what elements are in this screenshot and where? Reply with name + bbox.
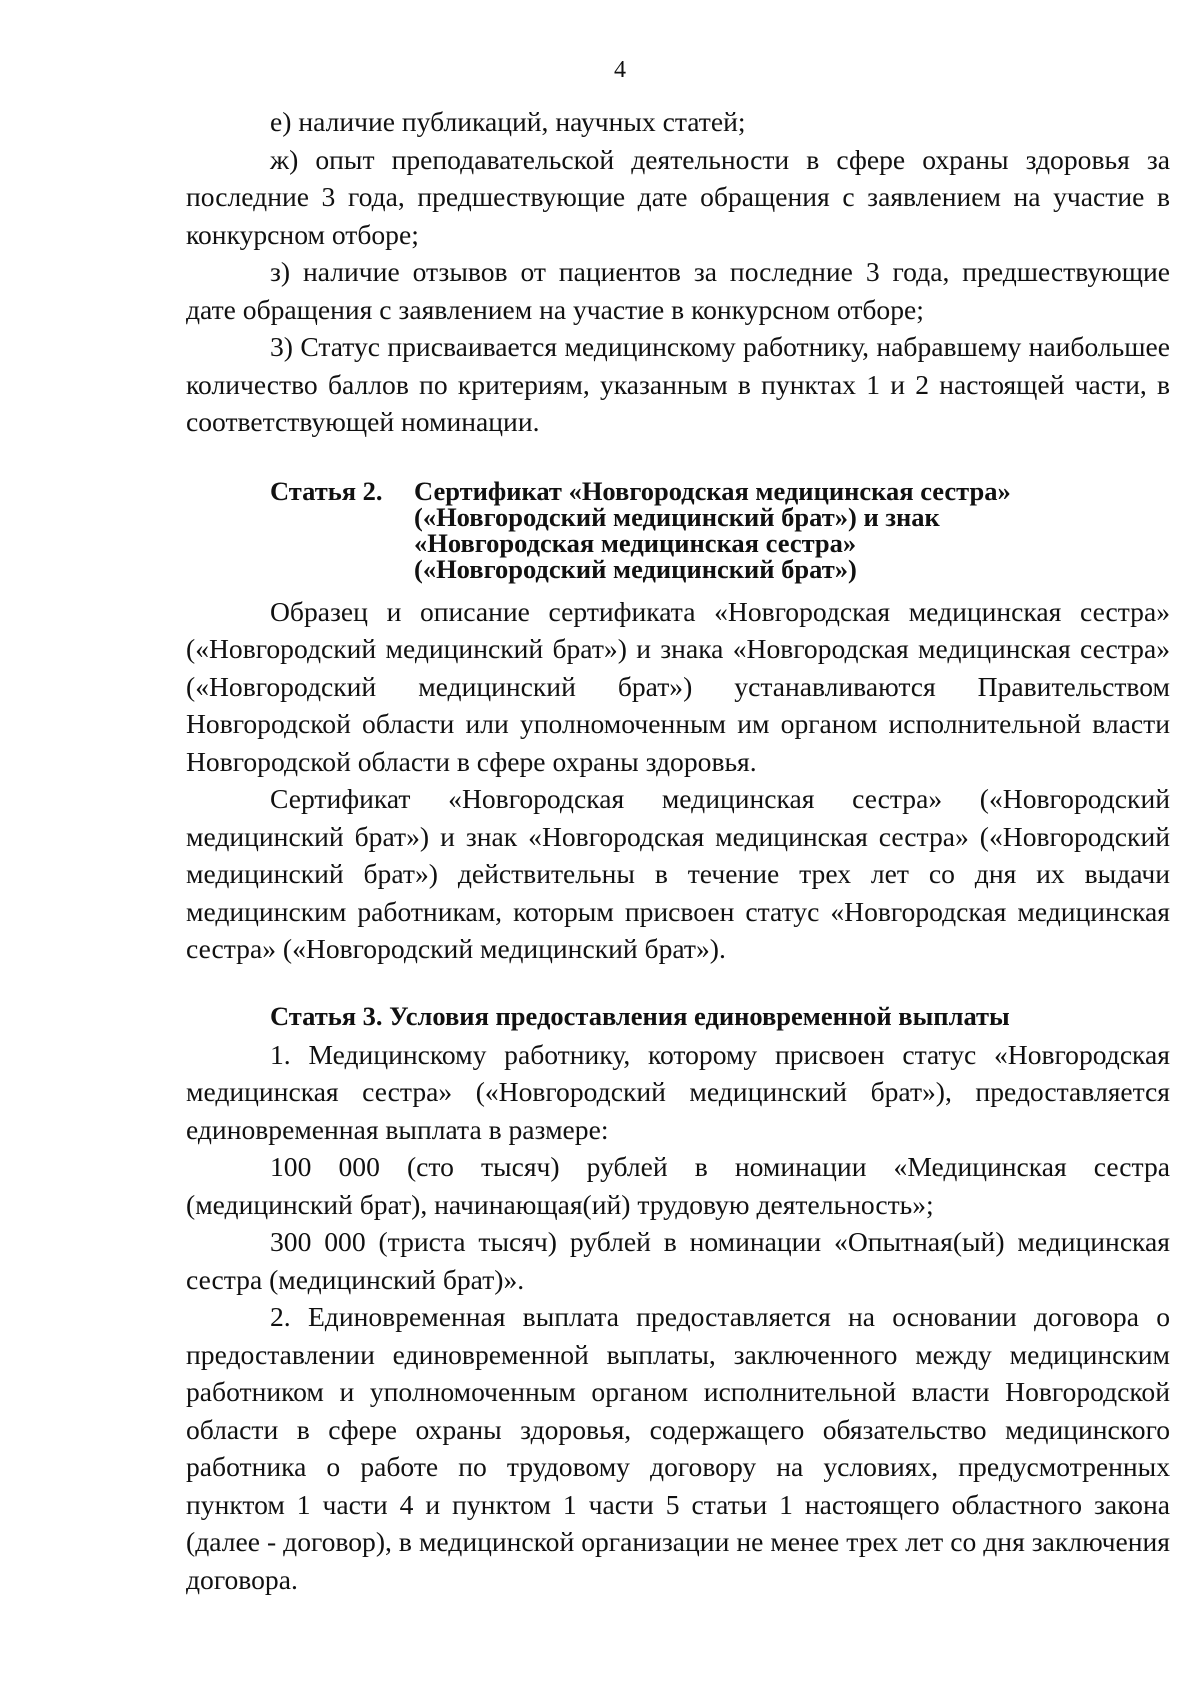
article-2-title-line: «Новгородская медицинская сестра» [414, 527, 857, 558]
article-3-paragraph: 300 000 (триста тысяч) рублей в номинации «Опытная(ый) медицинская сестра (медицинский брат)». [186, 1226, 1170, 1295]
article-2-title-line: («Новгородский медицинский брат») и знак [414, 501, 940, 532]
article-2-paragraph: Сертификат «Новгородская медицинская сестра» («Новгородский медицинский брат») и знак «Новгородская медицинская сестра» («Новгородский медицинский брат») действительны в течение трех лет со дня их выдачи медицинским работникам, которым присвоен статус «Новгородская медицинская сестра» («Новгородский медицинский брат»). [186, 783, 1170, 964]
paragraph-item-e: е) наличие публикаций, научных статей; [270, 106, 746, 137]
article-2-title-line: («Новгородский медицинский брат») [414, 553, 857, 584]
article-2-paragraph: Образец и описание сертификата «Новгородская медицинская сестра» («Новгородский медицинский брат») и знака «Новгородская медицинская сестра» («Новгородский медицинский брат») устанавливаются Правительством Новгородской области или уполномоченным им органом исполнительной власти Новгородской области в сфере охраны здоровья. [186, 595, 1170, 777]
document-body [186, 103, 1170, 1598]
article-2-title [414, 475, 1170, 584]
article-3-paragraph: 1. Медицинскому работнику, которому присвоен статус «Новгородская медицинская сестра» («Новгородский медицинский брат»), предоставляется единовременная выплата в размере: [186, 1038, 1170, 1145]
article-2-number: Статья 2. [270, 475, 383, 506]
paragraph-item-zh: ж) опыт преподавательской деятельности в сфере охраны здоровья за последние 3 года, предшествующие дате обращения с заявлением на участие в конкурсном отборе; [186, 143, 1170, 250]
paragraph-item-z: з) наличие отзывов от пациентов за последние 3 года, предшествующие дате обращения с заявлением на участие в конкурсном отборе; [186, 256, 1170, 325]
article-2-heading [270, 475, 1170, 584]
spacer [186, 968, 1170, 1000]
spacer [186, 441, 1170, 478]
article-2-title-line: Сертификат «Новгородская медицинская сестра» [414, 475, 1011, 506]
article-3-paragraph: 2. Единовременная выплата предоставляется на основании договора о предоставлении единовременной выплаты, заключенного между медицинским работником и уполномоченным органом исполнительной власти Новгородской области в сфере охраны здоровья, содержащего обязательство медицинского работника о работе по трудовому договору на условиях, предусмотренных пунктом 1 части 4 и пунктом 1 части 5 статьи 1 настоящего областного закона (далее - договор), в медицинской организации не менее трех лет со дня заключения договора. [186, 1301, 1170, 1595]
article-3-heading: Статья 3. Условия предоставления единовременной выплаты [270, 1000, 1010, 1031]
article-3-paragraph: 100 000 (сто тысяч) рублей в номинации «Медицинская сестра (медицинский брат), начинающая(ий) трудовую деятельность»; [186, 1151, 1170, 1220]
page-number: 4 [614, 57, 626, 83]
paragraph-item-3: 3) Статус присваивается медицинскому работнику, набравшему наибольшее количество баллов по критериям, указанным в пунктах 1 и 2 настоящей части, в соответствующей номинации. [186, 331, 1170, 437]
